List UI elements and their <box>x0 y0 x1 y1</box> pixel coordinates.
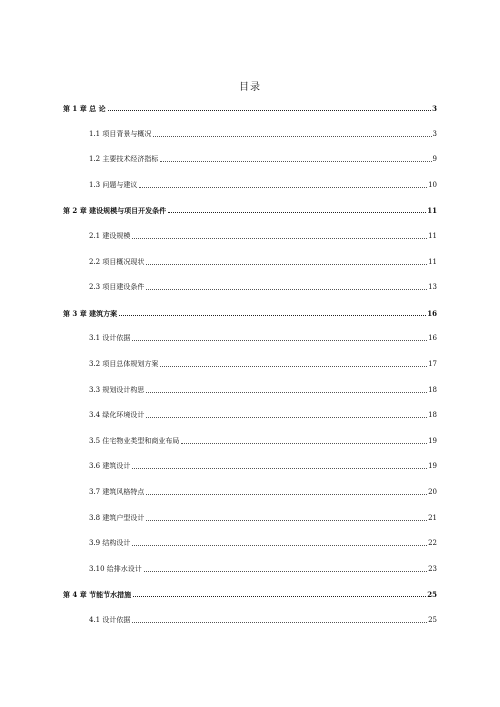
toc-entry-page-number: 9 <box>432 155 437 163</box>
toc-entry-page-number: 25 <box>428 616 437 624</box>
toc-section-entry[interactable] <box>89 511 437 523</box>
toc-entry-page-number: 19 <box>428 462 437 470</box>
toc-dot-leader <box>146 519 427 521</box>
toc-dot-leader <box>108 109 432 111</box>
toc-section-entry[interactable] <box>89 280 437 292</box>
toc-entry-label: 3.5 住宅物业类型和商业布局 <box>89 437 180 445</box>
toc-dot-leader <box>146 493 427 495</box>
toc-chapter-entry[interactable] <box>63 101 437 113</box>
toc-dot-leader <box>146 391 427 393</box>
toc-dot-leader <box>160 160 431 162</box>
toc-dot-leader <box>144 570 427 572</box>
toc-entry-page-number: 3 <box>432 104 437 113</box>
toc-dot-leader <box>132 467 427 469</box>
toc-entry-label: 第 3 章 建筑方案 <box>63 309 118 318</box>
toc-entry-label: 4.1 设计依据 <box>89 616 131 624</box>
toc-section-entry[interactable] <box>89 434 437 446</box>
toc-entry-page-number: 23 <box>428 565 437 573</box>
toc-entry-label: 3.1 设计依据 <box>89 334 131 342</box>
toc-entry-label: 第 1 章 总 论 <box>63 104 106 113</box>
toc-entry-label: 第 4 章 节能节水措施 <box>63 590 132 599</box>
toc-entry-page-number: 11 <box>427 206 437 215</box>
toc-dot-leader <box>146 288 427 290</box>
toc-section-entry[interactable] <box>89 408 437 420</box>
toc-section-entry[interactable] <box>89 613 437 625</box>
toc-dot-leader <box>132 339 427 341</box>
toc-entry-label: 第 2 章 建设规模与项目开发条件 <box>63 206 167 215</box>
toc-dot-leader <box>139 186 427 188</box>
toc-entry-label: 2.1 建设规模 <box>89 232 131 240</box>
toc-entry-label: 3.8 建筑户型设计 <box>89 514 145 522</box>
toc-entry-page-number: 16 <box>427 309 437 318</box>
toc-entry-page-number: 21 <box>428 514 437 522</box>
toc-entry-label: 3.2 项目总体规划方案 <box>89 360 159 368</box>
toc-chapter-entry[interactable] <box>63 203 437 215</box>
toc-dot-leader <box>181 442 427 444</box>
toc-dot-leader <box>132 621 427 623</box>
toc-entry-page-number: 10 <box>428 181 437 189</box>
toc-entry-label: 3.9 结构设计 <box>89 539 131 547</box>
toc-dot-leader <box>153 135 431 137</box>
toc-dot-leader <box>146 416 427 418</box>
toc-entry-label: 3.6 建筑设计 <box>89 462 131 470</box>
toc-entry-label: 3.10 给排水设计 <box>89 565 142 573</box>
toc-dot-leader <box>146 263 427 265</box>
toc-section-entry[interactable] <box>89 536 437 548</box>
toc-chapter-entry[interactable] <box>63 306 437 318</box>
toc-section-entry[interactable] <box>89 229 437 241</box>
toc-section-entry[interactable] <box>89 255 437 267</box>
toc-entry-page-number: 3 <box>432 130 437 138</box>
toc-entry-page-number: 20 <box>428 488 437 496</box>
toc-section-entry[interactable] <box>89 383 437 395</box>
toc-dot-leader <box>133 595 426 597</box>
toc-entry-page-number: 18 <box>428 386 437 394</box>
toc-entry-page-number: 25 <box>427 590 437 599</box>
toc-dot-leader <box>132 544 427 546</box>
toc-entry-page-number: 13 <box>428 283 437 291</box>
toc-section-entry[interactable] <box>89 562 437 574</box>
toc-entry-page-number: 17 <box>428 360 437 368</box>
toc-entry-page-number: 11 <box>428 258 437 266</box>
toc-entry-label: 3.4 绿化环境设计 <box>89 411 145 419</box>
toc-dot-leader <box>119 314 426 316</box>
toc-section-entry[interactable] <box>89 331 437 343</box>
toc-entry-label: 2.3 项目建设条件 <box>89 283 145 291</box>
toc-entry-label: 1.1 项目背景与概况 <box>89 130 152 138</box>
toc-dot-leader <box>132 237 427 239</box>
toc-section-entry[interactable] <box>89 459 437 471</box>
toc-title: 目录 <box>239 82 261 93</box>
toc-section-entry[interactable] <box>89 178 437 190</box>
toc-entry-label: 2.2 项目概况现状 <box>89 258 145 266</box>
toc-section-entry[interactable] <box>89 127 437 139</box>
toc-entry-page-number: 19 <box>428 437 437 445</box>
toc-entry-page-number: 11 <box>428 232 437 240</box>
toc-section-entry[interactable] <box>89 152 437 164</box>
toc-entry-label: 3.7 建筑风格特点 <box>89 488 145 496</box>
toc-section-entry[interactable] <box>89 357 437 369</box>
toc-entry-page-number: 18 <box>428 411 437 419</box>
toc-entry-label: 3.3 规划设计构思 <box>89 386 145 394</box>
toc-dot-leader <box>160 365 427 367</box>
toc-entry-page-number: 22 <box>428 539 437 547</box>
toc-entry-label: 1.3 问题与建议 <box>89 181 138 189</box>
toc-entry-page-number: 16 <box>428 334 437 342</box>
toc-section-entry[interactable] <box>89 485 437 497</box>
toc-chapter-entry[interactable] <box>63 587 437 599</box>
toc-dot-leader <box>168 211 426 213</box>
toc-entry-label: 1.2 主要技术经济指标 <box>89 155 159 163</box>
